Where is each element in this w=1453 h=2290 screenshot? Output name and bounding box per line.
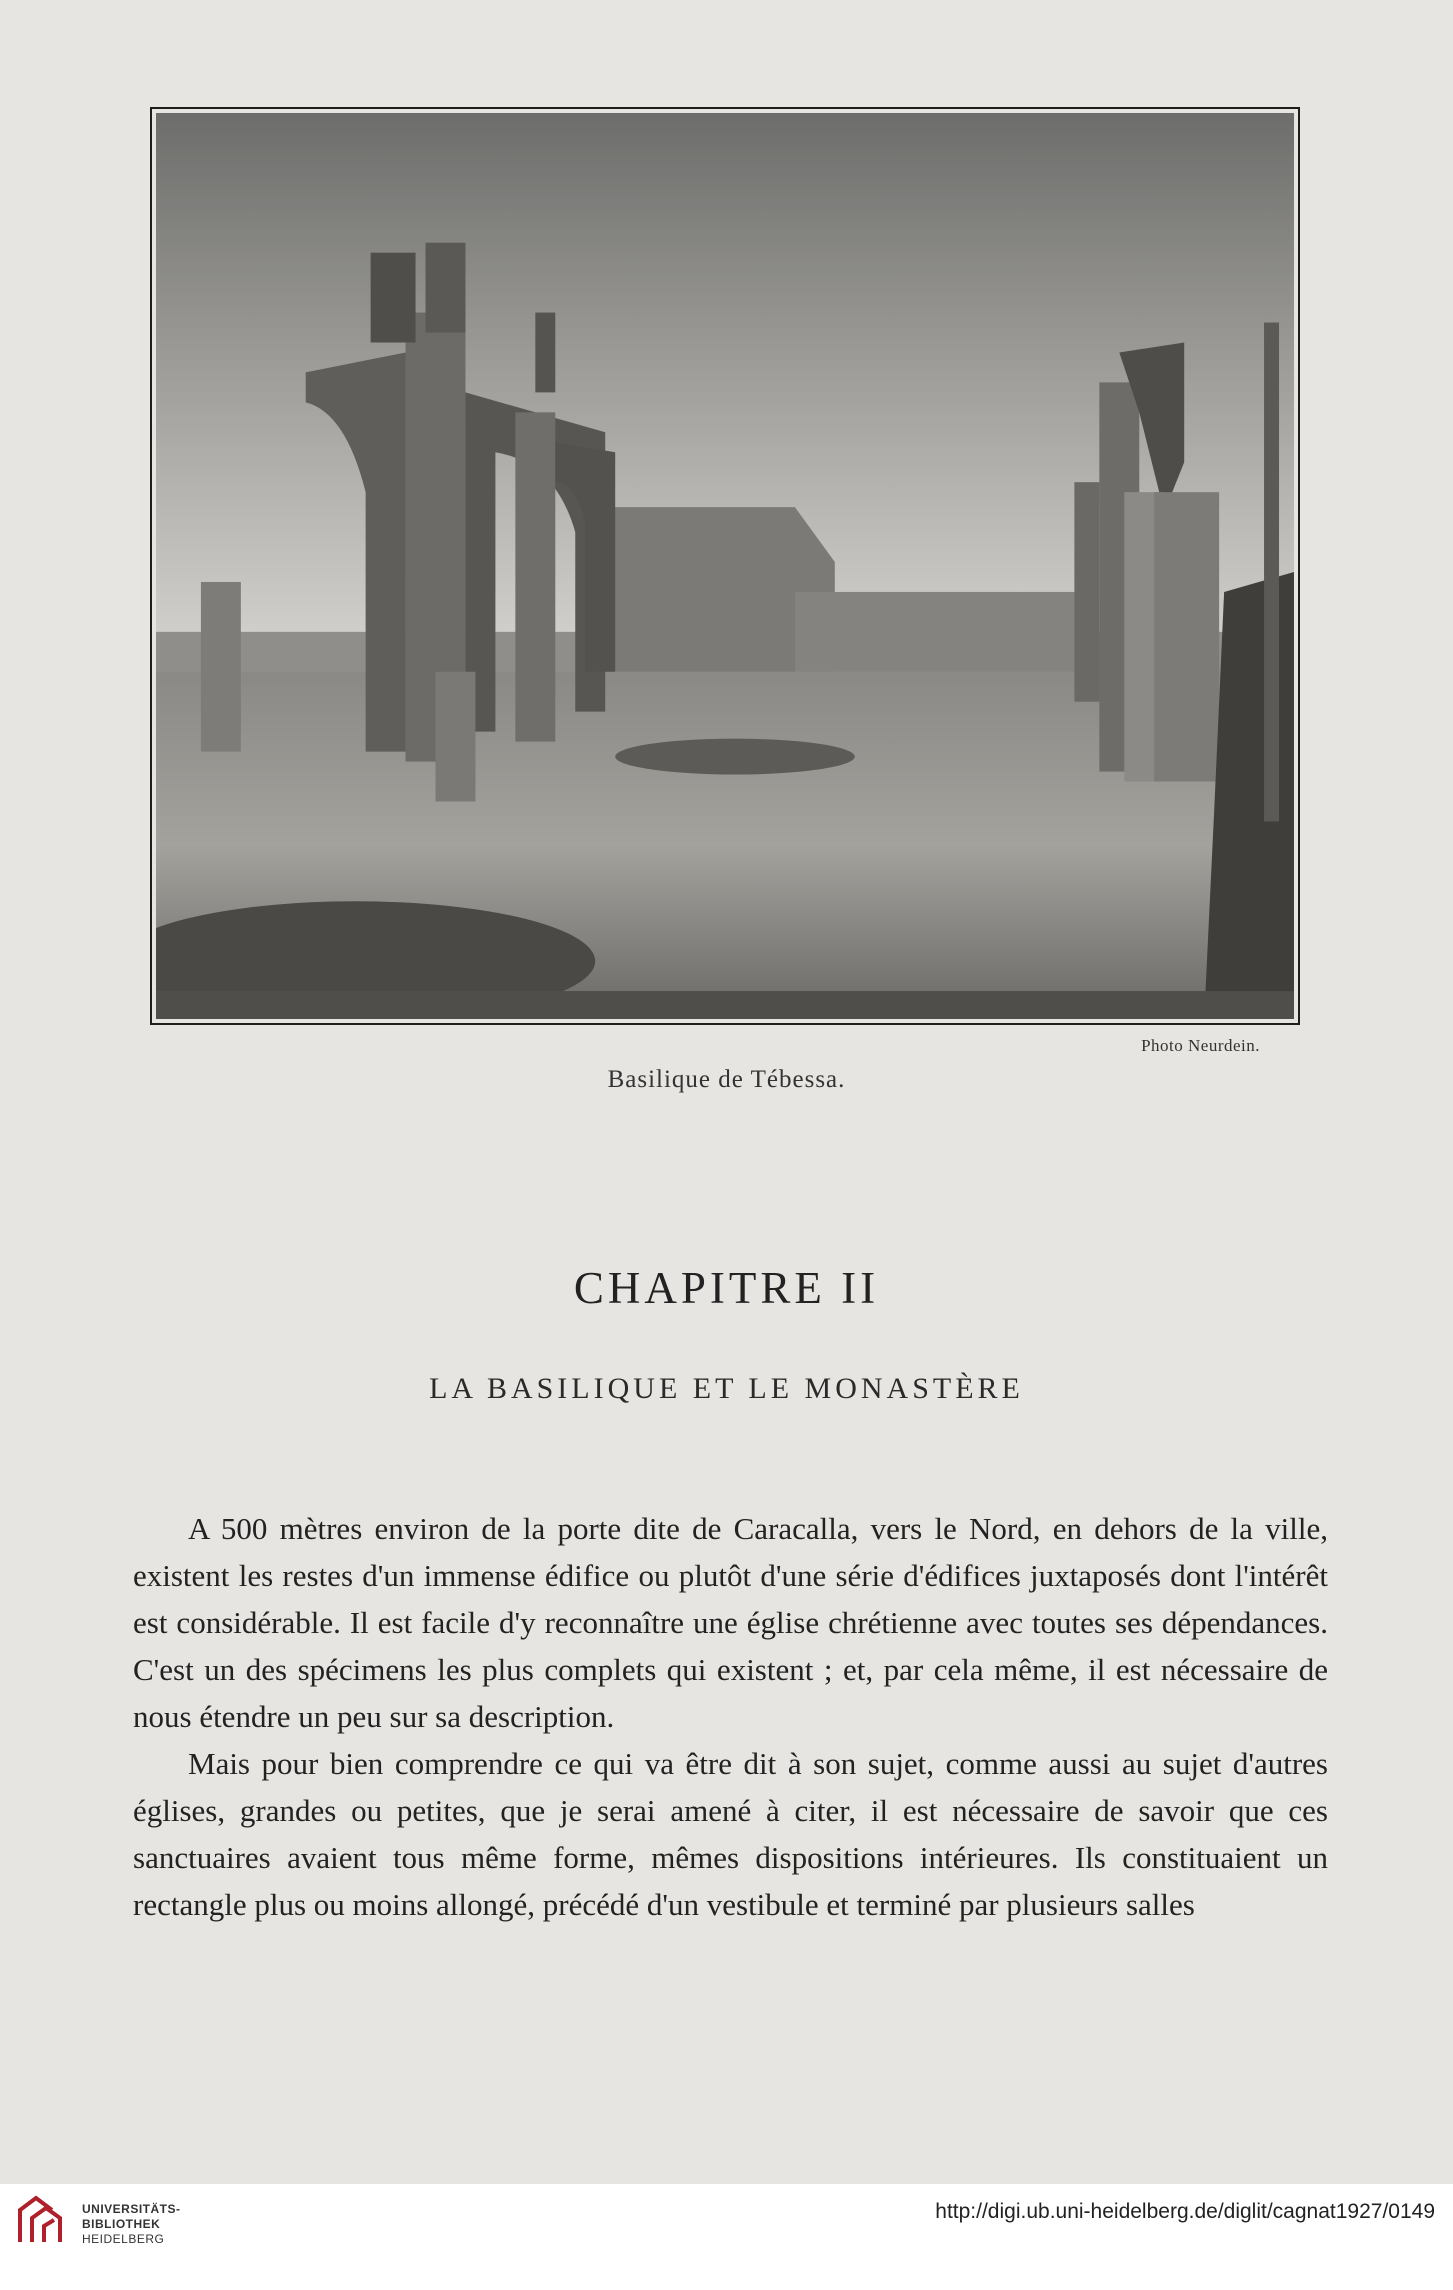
basilica-photo-image [156, 113, 1294, 1019]
photo-credit: Photo Neurdein. [1141, 1036, 1260, 1055]
paragraph: Mais pour bien comprendre ce qui va être dit à son sujet, comme aussi au sujet d'autres églises, grandes ou petites, que je serai amené à citer, il est nécessaire de savoir que ces sanctuaires avaient tous même forme, mêmes dispositions intérieures. Ils constituaient un rectangle plus ou moins allongé, précédé d'un vestibule et terminé par plusieurs salles [133, 1746, 1328, 1922]
permalink-url[interactable]: http://digi.ub.uni-heidelberg.de/diglit/cagnat1927/0149 [935, 2200, 1435, 2223]
chapter-subtitle: LA BASILIQUE ET LE MONASTÈRE [429, 1372, 1024, 1405]
chapter-title: CHAPITRE II [573, 1263, 880, 1313]
library-logo-icon [14, 2192, 70, 2248]
body-text [133, 1505, 1328, 1928]
figure-photograph [150, 107, 1300, 1025]
figure-caption: Basilique de Tébessa. [607, 1066, 846, 1093]
library-name: UNIVERSITÄTS- BIBLIOTHEK HEIDELBERG [82, 2202, 181, 2246]
paragraph: A 500 mètres environ de la porte dite de Caracalla, vers le Nord, en dehors de la ville, existent les restes d'un immense édifice ou plutôt d'une série d'édifices juxtaposés dont l'intérêt est considérable. Il est facile d'y reconnaître une église chrétienne avec toutes ses dépendances. C'est un des spécimens les plus complets qui existent ; et, par cela même, il est nécessaire de nous étendre un peu sur sa description. [133, 1511, 1328, 1734]
